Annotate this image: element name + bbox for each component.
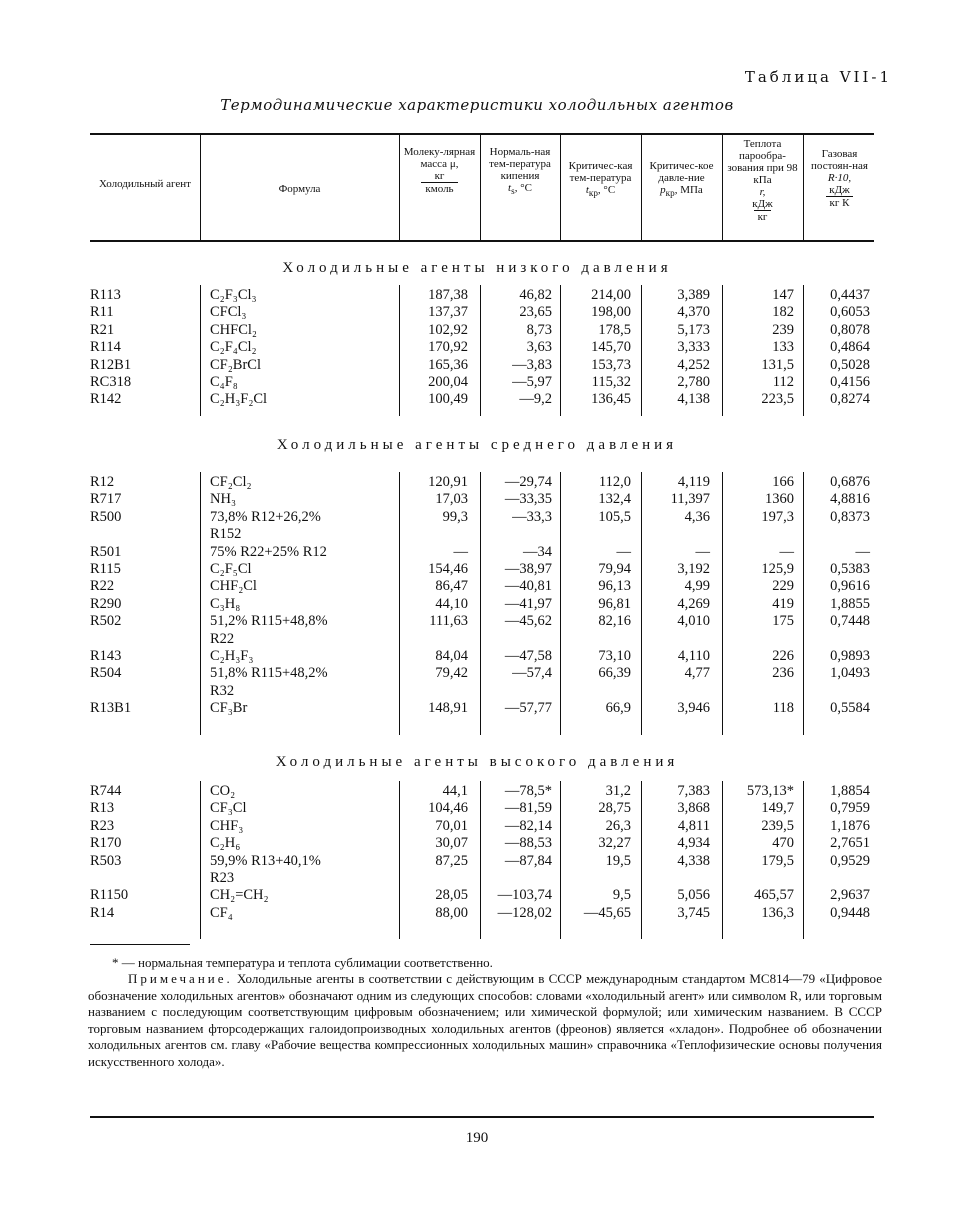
cell-heat: 236 (772, 665, 794, 682)
cell-mass: 137,37 (428, 304, 468, 321)
cell-mass: 99,3 (442, 508, 468, 525)
body-vline (560, 285, 561, 416)
cell-pcrit: 11,397 (670, 491, 710, 508)
header-gas (805, 148, 874, 209)
body-vline (722, 472, 723, 735)
cell-heat: 223,5 (761, 391, 794, 408)
cell-heat: 1360 (765, 491, 794, 508)
header-vline-3 (480, 135, 481, 240)
cell-mass: 44,1 (442, 783, 468, 799)
header-tcrit-unit: , °С (597, 184, 616, 196)
header-heat (724, 138, 801, 223)
cell-gas: 0,6876 (830, 474, 870, 490)
cell-tcrit: 132,4 (598, 491, 631, 508)
cell-mass: 86,47 (435, 578, 468, 595)
cell-tboil: 3,63 (526, 339, 552, 356)
cell-tboil: —82,14 (504, 817, 552, 834)
cell-gas: 4,8816 (830, 491, 870, 508)
cell-formula: 73,8% R12+26,2% (210, 508, 321, 525)
cell-mass: 87,25 (435, 852, 468, 869)
header-vline-7 (803, 135, 804, 240)
cell-tboil: —29,74 (504, 474, 552, 490)
cell-agent: R113 (90, 287, 121, 303)
cell-formula: 51,2% R115+48,8% (210, 613, 328, 630)
cell-mass: 100,49 (428, 391, 468, 408)
cell-pcrit: 4,252 (677, 356, 710, 373)
cell-heat: 179,5 (761, 852, 794, 869)
cell-tboil: —81,59 (504, 800, 552, 817)
cell-agent: R500 (90, 508, 122, 525)
cell-formula: CHFCl₂ (210, 321, 257, 338)
cell-mass: 79,42 (435, 665, 468, 682)
header-agent: Холодильный агент (98, 178, 191, 190)
cell-heat: 166 (772, 474, 794, 490)
note (88, 971, 882, 1071)
cell-heat: 465,57 (754, 887, 794, 904)
header-vline-6 (722, 135, 723, 240)
cell-tcrit: 82,16 (598, 613, 631, 630)
cell-agent: R503 (90, 852, 122, 869)
cell-mass: 102,92 (428, 321, 468, 338)
cell-formula: C₄F₈ (210, 374, 238, 390)
cell-tcrit: 96,81 (598, 595, 631, 612)
cell-pcrit: 4,36 (684, 508, 710, 525)
cell-mass: 44,10 (435, 595, 468, 612)
body-vline (641, 285, 642, 416)
cell-agent: R744 (90, 783, 122, 799)
cell-heat: 112 (772, 374, 794, 390)
cell-formula: CO₂ (210, 783, 236, 799)
body-vline (200, 285, 201, 416)
cell-mass: 148,91 (428, 700, 468, 717)
note-label: Примечание. (128, 971, 233, 986)
cell-gas: 0,5584 (830, 700, 870, 717)
cell-pcrit: 3,192 (677, 561, 710, 577)
cell-heat: 125,9 (761, 561, 794, 577)
cell-tcrit: — (616, 543, 631, 560)
header-mass-unit-num: кг (434, 170, 445, 182)
cell-tboil: —40,81 (504, 578, 552, 595)
cell-tboil: —103,74 (497, 887, 552, 904)
cell-gas: 0,8274 (830, 391, 870, 408)
cell-agent: R717 (90, 491, 122, 508)
cell-pcrit: 7,383 (677, 783, 710, 799)
cell-formula: 51,8% R115+48,2% (210, 665, 328, 682)
cell-pcrit: 4,119 (677, 474, 710, 490)
cell-heat: 147 (772, 287, 794, 303)
cell-agent: R13 (90, 800, 115, 817)
header-tboil-unit: , °С (514, 182, 532, 194)
header-mass-unit-den: кмоль (421, 182, 457, 195)
cell-formula: CFCl₃ (210, 304, 247, 321)
cell-mass: 104,46 (428, 800, 468, 817)
body-vline (641, 472, 642, 735)
header-pcrit-label: Критичес-кое давле-ние (649, 160, 714, 184)
cell-heat: 419 (772, 595, 794, 612)
cell-tboil: 8,73 (526, 321, 552, 338)
header-tcrit-label: Критичес-кая тем-пература (568, 160, 633, 184)
header-gas-unit-num: кДж (829, 184, 850, 196)
header-tboil-symbol-row (482, 182, 558, 197)
cell-formula: C₂F₃Cl₃ (210, 287, 257, 303)
cell-mass: 28,05 (435, 887, 468, 904)
cell-formula: CF₄ (210, 904, 233, 921)
body-vline (480, 781, 481, 939)
cell-pcrit: 5,173 (677, 321, 710, 338)
cell-tboil: —57,77 (504, 700, 552, 717)
cell-gas: — (855, 543, 870, 560)
cell-tcrit: 198,00 (591, 304, 631, 321)
cell-formula-continued: R32 (210, 682, 235, 699)
cell-agent: R142 (90, 391, 122, 408)
cell-agent: R290 (90, 595, 122, 612)
cell-formula: C₂H₃F₃ (210, 648, 254, 664)
cell-agent: R502 (90, 613, 122, 630)
cell-tboil: —33,3 (512, 508, 552, 525)
header-pcrit-unit: , МПа (674, 184, 703, 196)
footnote: * — нормальная температура и теплота сублимации соответственно. (112, 955, 493, 970)
cell-tboil: 46,82 (519, 287, 552, 303)
cell-mass: 165,36 (428, 356, 468, 373)
cell-tcrit: 9,5 (612, 887, 631, 904)
cell-agent: R14 (90, 904, 115, 921)
cell-mass: 88,00 (435, 904, 468, 921)
cell-pcrit: 3,333 (677, 339, 710, 356)
cell-mass: 200,04 (428, 374, 468, 390)
cell-tboil: —78,5* (504, 783, 552, 799)
cell-pcrit: 2,780 (677, 374, 710, 390)
body-vline (480, 472, 481, 735)
header-tcrit-symbol: t (585, 184, 589, 196)
body-vline (803, 285, 804, 416)
header-tboil-symbol: t (508, 182, 512, 194)
cell-tboil: —34 (523, 543, 552, 560)
cell-agent: R501 (90, 543, 122, 560)
header-tcrit-symbol-row (562, 184, 639, 199)
cell-gas: 0,9893 (830, 648, 870, 664)
cell-tcrit: 26,3 (605, 817, 631, 834)
cell-tcrit: 145,70 (591, 339, 631, 356)
cell-gas: 0,9529 (830, 852, 870, 869)
cell-tboil: —33,35 (504, 491, 552, 508)
header-tcrit (562, 160, 639, 199)
cell-gas: 0,5028 (830, 356, 870, 373)
header-tboil (482, 146, 558, 197)
cell-heat: 133 (772, 339, 794, 356)
cell-agent: R143 (90, 648, 122, 664)
cell-tboil: 23,65 (519, 304, 552, 321)
cell-pcrit: 3,745 (677, 904, 710, 921)
cell-formula: C₂H₃F₂Cl (210, 391, 268, 408)
cell-formula-continued: R23 (210, 870, 235, 886)
header-heat-label: Теплота парообра-зования при 98 кПа (727, 138, 798, 186)
cell-gas: 0,9448 (830, 904, 870, 921)
cell-formula: NH₃ (210, 491, 236, 508)
cell-gas: 0,4437 (830, 287, 870, 303)
body-vline (722, 781, 723, 939)
body-vline (803, 781, 804, 939)
cell-tboil: —128,02 (497, 904, 552, 921)
cell-pcrit: 4,370 (677, 304, 710, 321)
cell-heat: 239,5 (761, 817, 794, 834)
cell-mass: 154,46 (428, 561, 468, 577)
header-vline-4 (560, 135, 561, 240)
cell-tboil: —38,97 (504, 561, 552, 577)
body-vline (560, 472, 561, 735)
cell-pcrit: 4,138 (677, 391, 710, 408)
cell-formula: CF₂BrCl (210, 356, 261, 373)
cell-tcrit: 112,0 (598, 474, 631, 490)
cell-tcrit: 136,45 (591, 391, 631, 408)
cell-formula: C₂F₄Cl₂ (210, 339, 257, 356)
cell-tboil: —41,97 (504, 595, 552, 612)
cell-tcrit: 105,5 (598, 508, 631, 525)
cell-gas: 1,1876 (830, 817, 870, 834)
cell-tboil: —3,83 (512, 356, 552, 373)
cell-heat: — (779, 543, 794, 560)
cell-gas: 0,4156 (830, 374, 870, 390)
table-label: Таблица VII-1 (744, 68, 892, 86)
cell-heat: 131,5 (761, 356, 794, 373)
cell-formula: C₃H₈ (210, 595, 241, 612)
header-heat-symbol: r, (759, 186, 766, 198)
cell-gas: 0,9616 (830, 578, 870, 595)
cell-tcrit: 96,13 (598, 578, 631, 595)
header-pcrit (643, 160, 720, 199)
header-bottom-rule (90, 240, 874, 242)
cell-agent: R12B1 (90, 356, 132, 373)
header-pcrit-symbol-row (643, 184, 720, 199)
cell-formula: CH₂=CH₂ (210, 887, 269, 904)
cell-gas: 0,7959 (830, 800, 870, 817)
header-vline-5 (641, 135, 642, 240)
cell-gas: 2,7651 (830, 835, 870, 852)
cell-heat: 175 (772, 613, 794, 630)
cell-formula: 59,9% R13+40,1% (210, 852, 321, 869)
table-top-rule (90, 133, 874, 135)
bottom-rule (90, 1116, 874, 1118)
section-title-high: Холодильные агенты высокого давления (275, 754, 679, 770)
cell-tcrit: —45,65 (583, 904, 631, 921)
cell-gas: 0,5383 (830, 561, 870, 577)
cell-mass: 17,03 (435, 491, 468, 508)
cell-agent: R1150 (90, 887, 129, 904)
header-heat-unit-num: кДж (752, 198, 773, 210)
note-text: Холодильные агенты в соответствии с действующим в СССР международным стандартом МС814—79 «Цифровое обозначение холодильных агентов» обозначают одним из следующих способов: словами «холодильный агент» или символом R, или торговым названием с последующим соответствующим цифровым обозначением; или химической формулой; или химическим названием. В СССР торговым названием фторсодержащих галоидопроизводных холодильных агентов (фреонов) является «хладон». Подробнее об обозначении холодильных агентов см. главу «Рабочие вещества компрессионных холодильных машин» справочника «Теплофизические основы получения искусственного холода». (88, 971, 882, 1069)
cell-agent: R22 (90, 578, 115, 595)
cell-heat: 118 (772, 700, 794, 717)
cell-mass: 120,91 (428, 474, 468, 490)
cell-tboil: —45,62 (504, 613, 552, 630)
header-gas-unit-den: кг К (826, 196, 854, 209)
cell-tcrit: 153,73 (591, 356, 631, 373)
cell-pcrit: 4,338 (677, 852, 710, 869)
header-vline-2 (399, 135, 400, 240)
header-gas-symbol: R·10, (827, 172, 852, 184)
cell-gas: 0,8078 (830, 321, 870, 338)
section-title-low: Холодильные агенты низкого давления (282, 260, 672, 276)
table-title: Термодинамические характеристики холодильных агентов (220, 96, 734, 114)
cell-agent: R21 (90, 321, 115, 338)
cell-gas: 1,8855 (830, 595, 870, 612)
header-mass-label: Молеку-лярная масса μ, (403, 146, 476, 170)
cell-agent: R12 (90, 474, 115, 490)
section-title-medium: Холодильные агенты среднего давления (276, 437, 678, 453)
cell-heat: 136,3 (761, 904, 794, 921)
cell-tboil: —57,4 (512, 665, 552, 682)
table-bottom-rule (90, 944, 190, 945)
cell-pcrit: 4,811 (677, 817, 710, 834)
cell-agent: RC318 (90, 374, 132, 390)
cell-agent: R23 (90, 817, 115, 834)
cell-formula-continued: R152 (210, 526, 242, 543)
cell-tboil: —5,97 (512, 374, 552, 390)
page-number: 190 (465, 1130, 489, 1146)
cell-pcrit: 4,010 (677, 613, 710, 630)
header-mass (401, 146, 478, 195)
cell-tcrit: 66,9 (605, 700, 631, 717)
cell-mass: — (453, 543, 468, 560)
cell-pcrit: 4,269 (677, 595, 710, 612)
header-tboil-label: Нормаль-ная тем-пература кипения (489, 146, 551, 182)
cell-gas: 0,7448 (830, 613, 870, 630)
cell-pcrit: 4,934 (677, 835, 710, 852)
cell-heat: 226 (772, 648, 794, 664)
cell-formula: C₂H₆ (210, 835, 241, 852)
cell-heat: 229 (772, 578, 794, 595)
cell-heat: 573,13* (746, 783, 794, 799)
cell-tcrit: 214,00 (591, 287, 631, 303)
cell-heat: 182 (772, 304, 794, 321)
cell-mass: 70,01 (435, 817, 468, 834)
cell-heat: 149,7 (761, 800, 794, 817)
cell-tboil: —9,2 (519, 391, 552, 408)
header-gas-label: Газовая постоян-ная (811, 148, 868, 172)
cell-tboil: —47,58 (504, 648, 552, 664)
cell-pcrit: 4,77 (684, 665, 710, 682)
cell-formula: CHF₂Cl (210, 578, 257, 595)
cell-mass: 111,63 (429, 613, 468, 630)
cell-formula-continued: R22 (210, 630, 235, 647)
cell-pcrit: 5,056 (677, 887, 710, 904)
body-vline (803, 472, 804, 735)
cell-formula: 75% R22+25% R12 (210, 543, 327, 560)
body-vline (200, 781, 201, 939)
cell-pcrit: 3,868 (677, 800, 710, 817)
cell-formula: CF₂Cl₂ (210, 474, 252, 490)
cell-mass: 30,07 (435, 835, 468, 852)
cell-pcrit: 3,946 (677, 700, 710, 717)
cell-formula: CF₃Cl (210, 800, 247, 817)
cell-formula: CHF₃ (210, 817, 244, 834)
cell-agent: R170 (90, 835, 122, 852)
cell-tcrit: 19,5 (605, 852, 631, 869)
cell-pcrit: 4,110 (677, 648, 710, 664)
cell-agent: R115 (90, 561, 121, 577)
cell-pcrit: — (695, 543, 710, 560)
cell-tboil: —87,84 (504, 852, 552, 869)
body-vline (641, 781, 642, 939)
cell-gas: 0,4864 (830, 339, 870, 356)
body-vline (480, 285, 481, 416)
cell-mass: 170,92 (428, 339, 468, 356)
cell-pcrit: 4,99 (684, 578, 710, 595)
header-tboil-subscript: s (511, 186, 515, 197)
cell-gas: 1,8854 (830, 783, 870, 799)
cell-agent: R13B1 (90, 700, 132, 717)
cell-gas: 0,8373 (830, 508, 870, 525)
body-vline (560, 781, 561, 939)
cell-agent: R11 (90, 304, 114, 321)
cell-gas: 1,0493 (830, 665, 870, 682)
cell-tcrit: 115,32 (591, 374, 631, 390)
cell-agent: R504 (90, 665, 122, 682)
header-formula: Формула (278, 183, 321, 195)
cell-pcrit: 3,389 (677, 287, 710, 303)
cell-formula: CF₃Br (210, 700, 248, 717)
cell-gas: 0,6053 (830, 304, 870, 321)
cell-formula: C₂F₅Cl (210, 561, 252, 577)
cell-tcrit: 31,2 (605, 783, 631, 799)
header-heat-unit-den: кг (754, 210, 772, 223)
cell-heat: 239 (772, 321, 794, 338)
cell-gas: 2,9637 (830, 887, 870, 904)
body-vline (200, 472, 201, 735)
header-pcrit-symbol: p (660, 184, 666, 196)
cell-heat: 197,3 (761, 508, 794, 525)
cell-tcrit: 178,5 (598, 321, 631, 338)
cell-mass: 84,04 (435, 648, 468, 664)
cell-tcrit: 32,27 (598, 835, 631, 852)
cell-tcrit: 66,39 (598, 665, 631, 682)
cell-tcrit: 73,10 (598, 648, 631, 664)
cell-tcrit: 28,75 (598, 800, 631, 817)
header-tcrit-subscript: кр (588, 188, 598, 199)
body-vline (722, 285, 723, 416)
cell-agent: R114 (90, 339, 121, 356)
cell-heat: 470 (772, 835, 794, 852)
cell-tboil: —88,53 (504, 835, 552, 852)
cell-tcrit: 79,94 (598, 561, 631, 577)
cell-mass: 187,38 (428, 287, 468, 303)
header-pcrit-subscript: кр (665, 188, 675, 199)
